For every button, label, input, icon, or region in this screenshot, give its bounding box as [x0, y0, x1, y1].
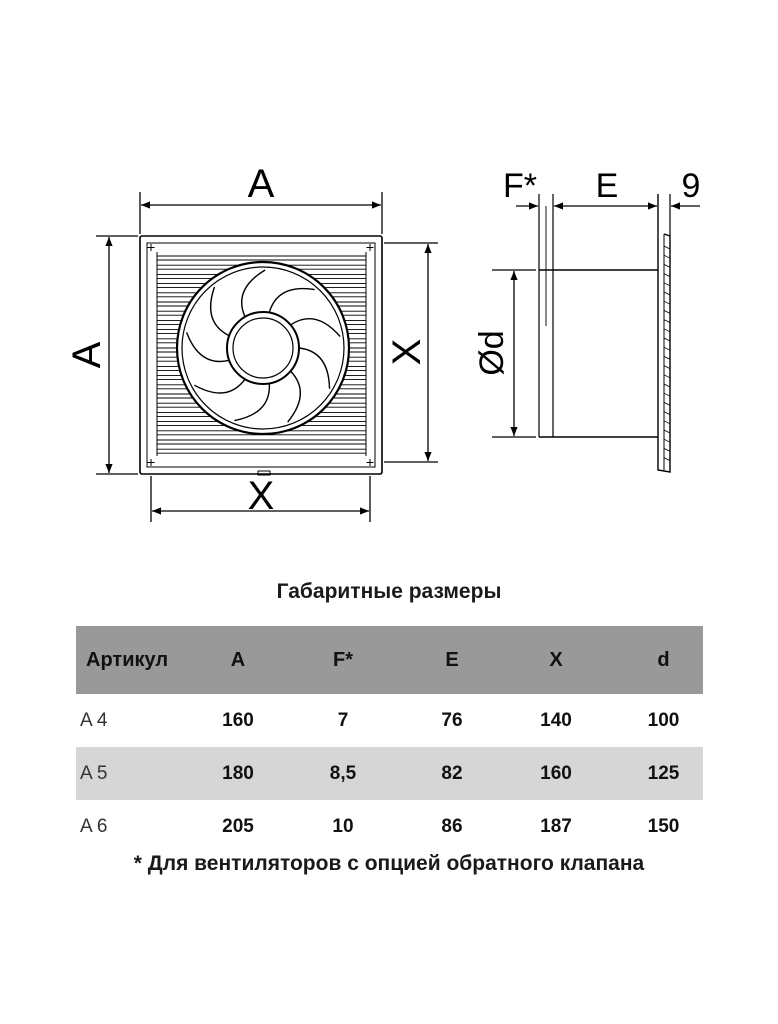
grille-louver [157, 440, 366, 444]
cell-f: 8,5 [270, 747, 416, 800]
cell-d: 125 [624, 747, 703, 800]
cell-d: 100 [647, 709, 680, 731]
side-louver [664, 439, 670, 442]
header-a: A [206, 626, 270, 694]
side-louver [664, 421, 670, 424]
cell-a: 160 [222, 709, 254, 731]
cell-article: A 5 [76, 747, 206, 800]
side-louver [664, 292, 670, 295]
front-bottom-label: X [247, 474, 275, 518]
side-louver [664, 458, 670, 461]
cell-x: 187 [540, 815, 572, 837]
side-louver [664, 310, 670, 313]
header-article: Артикул [76, 626, 206, 694]
header-e: E [416, 626, 488, 694]
cell-e: 76 [441, 709, 463, 731]
side-louver [664, 283, 670, 286]
cell-x: 140 [540, 709, 572, 731]
side-louver [664, 347, 670, 350]
side-louver [664, 366, 670, 369]
header-x: X [488, 626, 624, 694]
side-e-label: E [595, 167, 619, 205]
side-dimensions [492, 206, 700, 437]
cell-x: 160 [488, 747, 624, 800]
cell-a: 205 [222, 815, 254, 837]
front-left-label: A [65, 341, 109, 369]
cell-a: 180 [206, 747, 270, 800]
side-louver [664, 393, 670, 396]
cell-article: A 4 [80, 709, 108, 731]
front-top-label: A [247, 162, 275, 206]
footnote: * Для вентиляторов с опцией обратного клапана [133, 852, 645, 875]
header-d: d [624, 626, 703, 694]
cell-e: 86 [441, 815, 463, 837]
side-nine-label: 9 [681, 167, 701, 205]
side-louver [664, 320, 670, 323]
front-right-label: X [385, 338, 429, 366]
cell-article: A 6 [80, 815, 108, 837]
header-f: F* [270, 626, 416, 694]
table-row [76, 747, 703, 800]
grille-louver [157, 256, 366, 260]
side-view [539, 194, 670, 472]
cell-e: 82 [416, 747, 488, 800]
side-louver [664, 412, 670, 415]
grille-louver [157, 449, 366, 453]
table-row [76, 694, 703, 747]
table-row [76, 800, 703, 853]
side-louver [664, 274, 670, 277]
side-louver [664, 402, 670, 405]
side-louver [664, 375, 670, 378]
side-louver [664, 301, 670, 304]
cell-d: 150 [647, 815, 680, 837]
table-title: Габаритные размеры [276, 580, 502, 603]
side-louver [664, 356, 670, 359]
dimensions-table [76, 626, 703, 853]
table-header-row [76, 626, 703, 694]
side-louver [664, 246, 670, 249]
side-louver [664, 255, 670, 258]
front-view [140, 236, 382, 475]
side-diameter-label: Ød [473, 330, 511, 376]
side-louver [664, 329, 670, 332]
side-f-label: F* [503, 167, 537, 205]
cell-f: 10 [332, 815, 354, 837]
side-louver [664, 384, 670, 387]
cell-f: 7 [337, 709, 349, 731]
side-louver [664, 264, 670, 267]
side-louver [664, 338, 670, 341]
side-louver [664, 430, 670, 433]
side-louver [664, 448, 670, 451]
